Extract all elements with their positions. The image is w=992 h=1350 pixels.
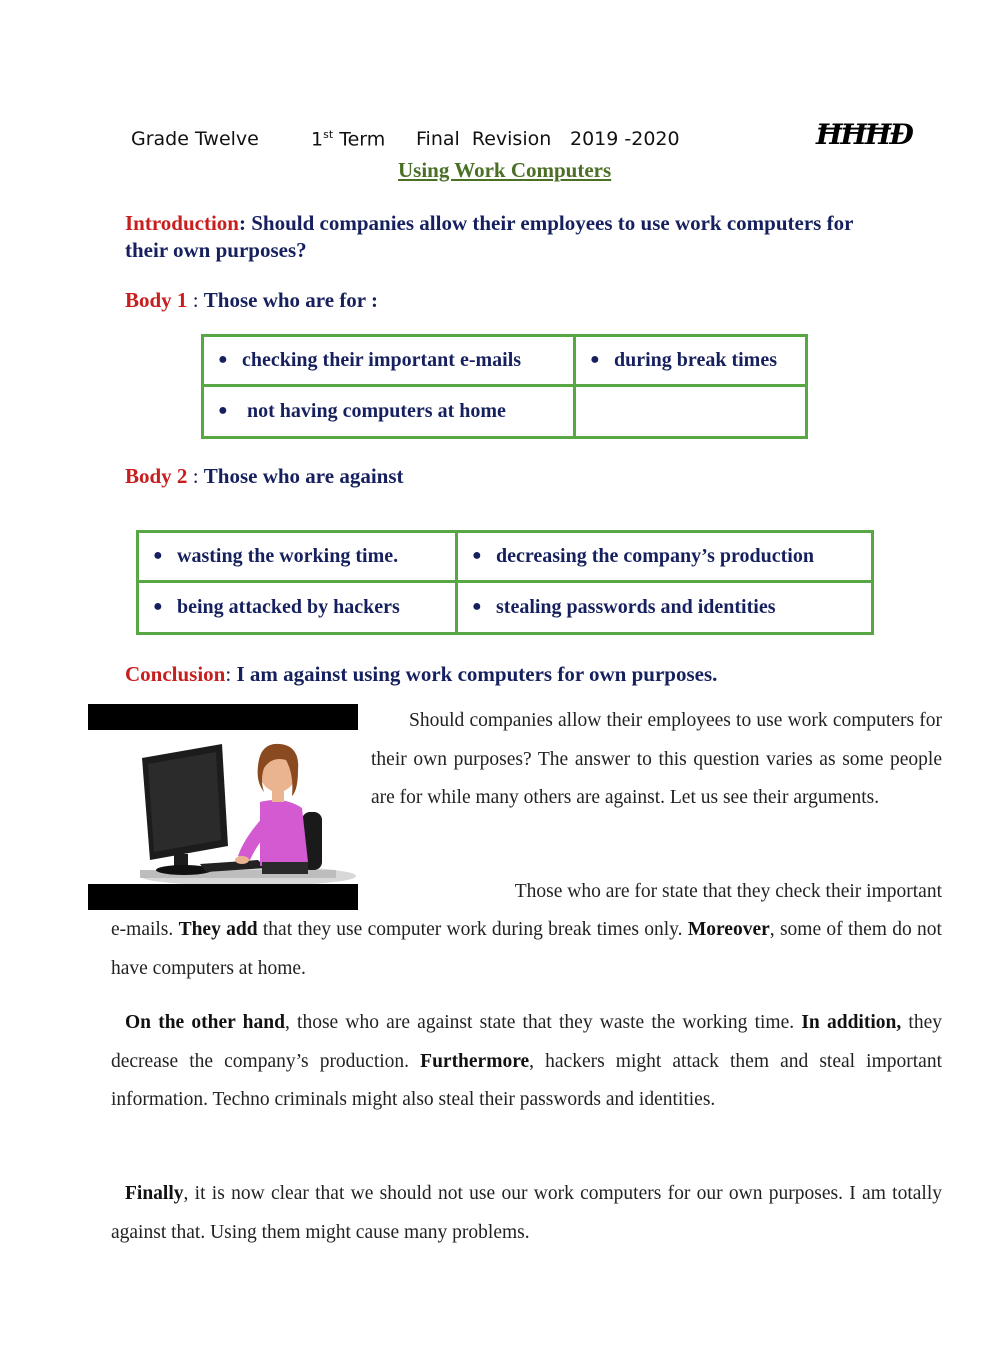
revision-label: Final Revision [416,128,552,150]
page-title: Using Work Computers [398,158,612,182]
bullet-icon: ● [153,598,163,615]
conclusion-label: Conclusion [125,662,226,686]
body2-sep: : [187,464,204,488]
table-row [138,532,873,582]
bullet-icon: ● [153,547,163,564]
table-cell: ● wasting the working time. [138,532,457,582]
table-cell: ● not having computers at home [203,386,575,438]
conclusion-heading [125,662,717,687]
table-row [138,582,873,634]
conclusion-text: I am against using work computers for own purposes. [236,662,718,686]
body1-heading [125,288,378,313]
body1-label: Body 1 [125,288,188,312]
intro-line-1 [125,211,853,236]
bullet-icon: ● [218,351,228,368]
term-suffix: st [323,128,334,141]
table-cell: ● during break times [575,336,807,386]
body2-text: Those who are against [203,464,404,488]
bullet-icon: ● [472,547,482,564]
table-row [203,336,807,386]
body1-table [201,334,808,439]
woman-at-computer-illustration [88,704,358,910]
intro-line-2: their own purposes? [125,238,307,262]
table-cell: ● decreasing the company’s production [457,532,873,582]
essay-paragraph-1: Should companies allow their employees to use work computers for their own purposes? The answer to this question varies as some people are for while many others are against. Let us see their arguments. [371,710,942,808]
body2-table [136,530,874,635]
intro-text: Should companies allow their employees to use work computers for [251,211,854,235]
essay-paragraph-2-first-line: Those who are for state that they check their important [514,881,942,902]
intro-sep: : [238,211,252,235]
year-label: 2019 -2020 [570,128,680,150]
table-cell [575,386,807,438]
table-cell: ● checking their important e-mails [203,336,575,386]
essay-paragraph-3: On the other hand, those who are against state that they waste the working time. In addition, they decrease the company’s production. Furthermore, hackers might attack them and steal important information. Techno criminals might also steal their passwords and identities. [111,1012,942,1110]
black-bar-bottom [88,884,358,910]
intro-label: Introduction [125,211,239,235]
computer-user-drawing [88,704,358,910]
table-cell: ● being attacked by hackers [138,582,457,634]
body2-heading [125,464,404,489]
table-row [203,386,807,438]
essay-paragraph-4: Finally, it is now clear that we should not use our work computers for our own purposes. I am totally against that. Using them might cause many problems. [111,1183,942,1243]
body1-sep: : [187,288,204,312]
term-word: Term [339,128,386,151]
bullet-icon: ● [590,351,600,368]
conclusion-sep: : [225,662,237,686]
bullet-icon: ● [472,598,482,615]
essay-paragraph-2: e-mails. They add that they use computer work during break times only. Moreover, some of them do not have computers at home. [111,919,942,979]
table-cell: ● stealing passwords and identities [457,582,873,634]
grade-label: Grade Twelve [131,128,259,150]
term-label [311,128,385,150]
author-logo: ĦĦĦĐ [816,118,912,151]
bullet-icon: ● [218,402,228,419]
body2-label: Body 2 [125,464,188,488]
term-number: 1 [311,128,324,151]
body1-text: Those who are for : [203,288,378,312]
